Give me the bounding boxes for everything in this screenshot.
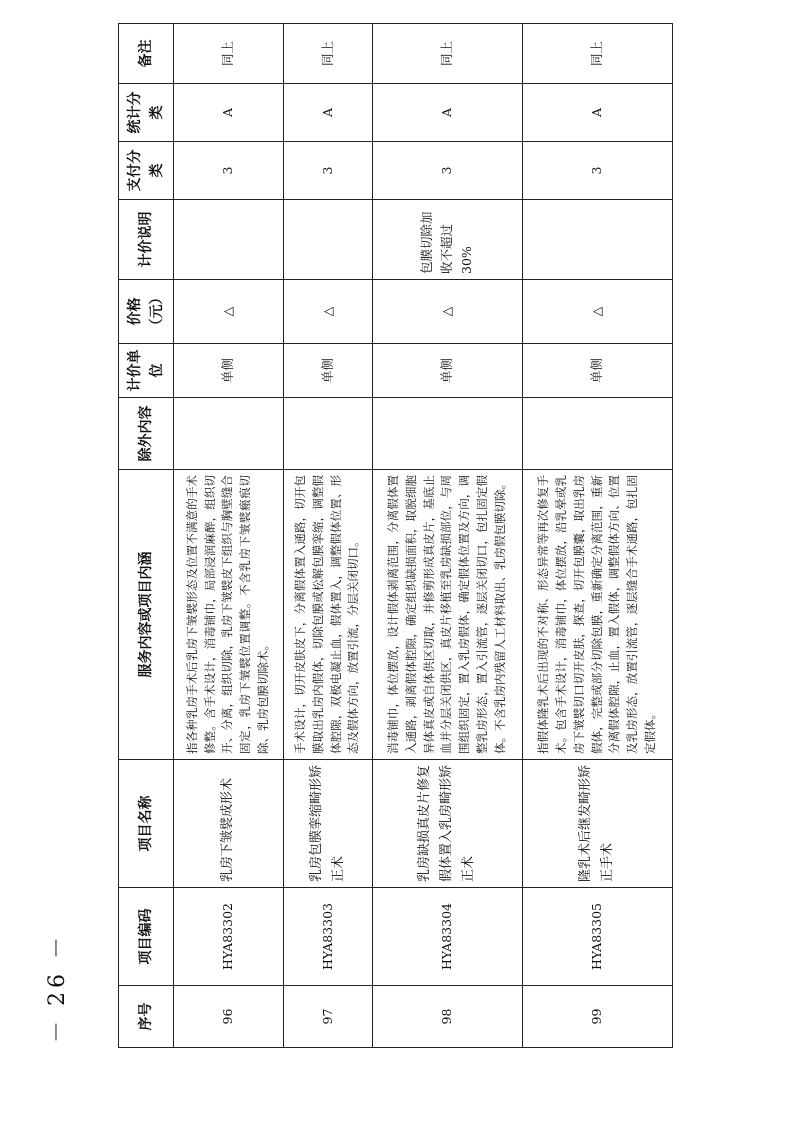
cell-statistics: A xyxy=(372,84,522,142)
cell-unit: 单侧 xyxy=(372,344,522,398)
cell-price: △ xyxy=(372,280,522,344)
header-price: 价格（元） xyxy=(119,280,174,344)
page-number: － 26 － xyxy=(45,933,70,1043)
cell-content: 消毒铺巾，体位摆放，设计假体剥离范围，分离假体置入通路，剥离假体腔隙，确定组织缺损面积，取脱细胞异体真皮或自体供区切取，并修剪形成真皮片，基底止血并分层关闭供区，真皮片移植至乳房缺损部位，与周围组织固定，置入乳房假体，确定假体位置及方向，调整乳房形态，置入引流管，逐层关闭切口，包扎固定假体。不含乳房内残留人工材料取出、乳房假包膜切除。 xyxy=(372,470,522,760)
cell-name: 隆乳术后继发畸形矫正手术 xyxy=(522,760,672,888)
cell-excluded xyxy=(372,398,522,470)
cell-statistics: A xyxy=(522,84,672,142)
cell-remark: 同上 xyxy=(283,24,372,84)
cell-statistics: A xyxy=(283,84,372,142)
price-table xyxy=(118,23,673,1048)
cell-remark: 同上 xyxy=(372,24,522,84)
cell-price: △ xyxy=(174,280,284,344)
cell-seq: 97 xyxy=(283,986,372,1048)
header-payment: 支付分类 xyxy=(119,142,174,200)
header-remark: 备注 xyxy=(119,24,174,84)
header-unit: 计价单位 xyxy=(119,344,174,398)
cell-unit: 单侧 xyxy=(174,344,284,398)
cell-unit: 单侧 xyxy=(522,344,672,398)
cell-price-note: 包膜切除加收不超过30% xyxy=(372,200,522,280)
cell-payment: 3 xyxy=(522,142,672,200)
cell-price-note xyxy=(522,200,672,280)
header-name: 项目名称 xyxy=(119,760,174,888)
cell-code: HYA83303 xyxy=(283,888,372,986)
cell-excluded xyxy=(522,398,672,470)
cell-content: 手术设计，切开皮肤皮下，分离假体置入通路，切开包膜取出乳房内假体，切除包膜或松解包膜挛缩，调整假体腔隙，双极电凝止血，假体置入，调整假体位置、形态及假体方向，放置引流，分层关闭切口。 xyxy=(283,470,372,760)
header-statistics: 统计分类 xyxy=(119,84,174,142)
cell-code: HYA83305 xyxy=(522,888,672,986)
cell-payment: 3 xyxy=(372,142,522,200)
header-seq: 序号 xyxy=(119,986,174,1048)
table-header-row xyxy=(119,24,174,1048)
cell-price: △ xyxy=(522,280,672,344)
cell-content: 指各种乳房手术后乳房下皱襞形态及位置不满意的手术修整。含手术设计，消毒铺巾，局部浸润麻醉，组织切开、分离，组织切除，乳房下皱襞皮下组织与胸壁缝合固定，乳房下皱襞位置调整。不含乳房下皱襞瘢痕切除、乳房包膜切除术。 xyxy=(174,470,284,760)
header-price-note: 计价说明 xyxy=(119,200,174,280)
cell-seq: 96 xyxy=(174,986,284,1048)
cell-payment: 3 xyxy=(283,142,372,200)
cell-price-note xyxy=(174,200,284,280)
cell-code: HYA83304 xyxy=(372,888,522,986)
header-content: 服务内容或项目内涵 xyxy=(119,470,174,760)
table-row xyxy=(174,24,284,1048)
table-row xyxy=(283,24,372,1048)
cell-excluded xyxy=(283,398,372,470)
cell-seq: 99 xyxy=(522,986,672,1048)
header-code: 项目编码 xyxy=(119,888,174,986)
cell-code: HYA83302 xyxy=(174,888,284,986)
cell-name: 乳房下皱襞成形术 xyxy=(174,760,284,888)
table-row xyxy=(522,24,672,1048)
cell-payment: 3 xyxy=(174,142,284,200)
cell-name: 乳房包膜挛缩畸形矫正术 xyxy=(283,760,372,888)
cell-name: 乳房缺损真皮片修复假体置入乳房畸形矫正术 xyxy=(372,760,522,888)
cell-remark: 同上 xyxy=(522,24,672,84)
cell-price-note xyxy=(283,200,372,280)
table-row xyxy=(372,24,522,1048)
cell-content: 指假体隆乳术后出现的不对称、形态异常等再次修复手术。包含手术设计，消毒铺巾，体位摆放，沿乳晕或乳房下皱襞切口切开皮肤，探查，切开包膜囊，取出乳房假体，完整或部分切除包膜，重新确定分离范围，重新分离假体腔隙，止血，置入假体，调整假体方向、位置及乳房形态，放置引流管，逐层缝合手术通路，包扎固定假体。 xyxy=(522,470,672,760)
cell-remark: 同上 xyxy=(174,24,284,84)
cell-unit: 单侧 xyxy=(283,344,372,398)
cell-price: △ xyxy=(283,280,372,344)
price-table-container xyxy=(118,39,673,1048)
cell-excluded xyxy=(174,398,284,470)
cell-statistics: A xyxy=(174,84,284,142)
header-excluded: 除外内容 xyxy=(119,398,174,470)
cell-seq: 98 xyxy=(372,986,522,1048)
